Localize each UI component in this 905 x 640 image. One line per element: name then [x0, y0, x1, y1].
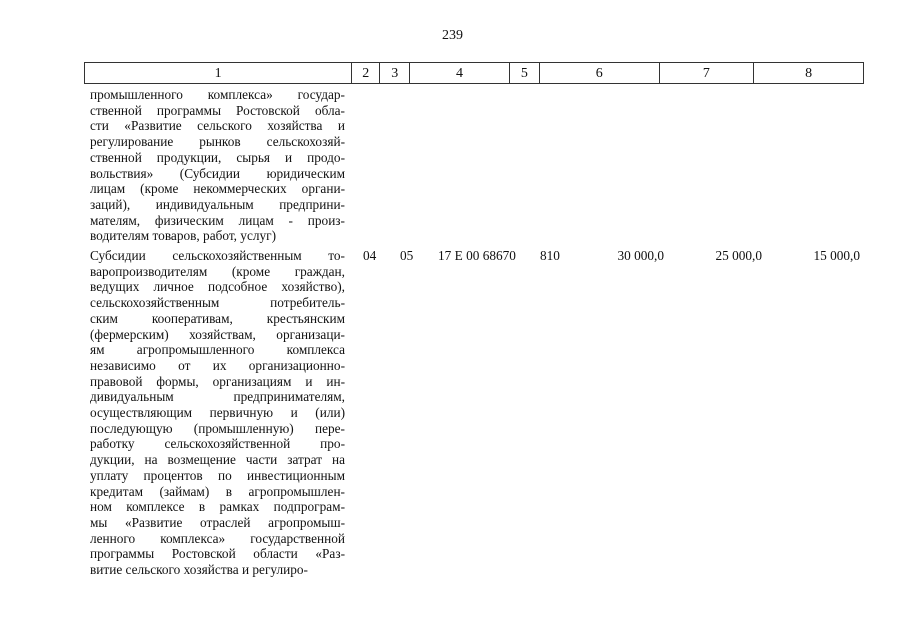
- text-line: уплату процентов по инвестиционным: [90, 467, 345, 483]
- text-line: ном комплексе в рамках подпрограм-: [90, 499, 345, 515]
- text-line: сельскохозяйственным потребитель-: [90, 295, 345, 311]
- text-line: лицам (кроме некоммерческих органи-: [90, 181, 345, 197]
- column-header-3: 3: [380, 63, 410, 83]
- text-line: промышленного комплекса» государ-: [90, 87, 345, 102]
- text-line: ведущих личное подсобное хозяйство),: [90, 279, 345, 295]
- text-line: (фермерским) хозяйствам, организаци-: [90, 326, 345, 342]
- text-line: витие сельского хозяйства и регулиро-: [90, 562, 308, 578]
- text-line: ственной продукции, сырья и продо-: [90, 149, 345, 165]
- text-line: независимо от их организационно-: [90, 357, 345, 373]
- text-line: ям агропромышленного комплекса: [90, 342, 345, 358]
- text-line: Субсидии сельскохозяйственным то-: [90, 248, 345, 263]
- row-2-target-article-code: 17 Е 00 68670: [438, 248, 516, 263]
- row-2-description: [90, 248, 345, 578]
- text-line: ственной программы Ростовской обла-: [90, 102, 345, 118]
- text-line: ленного комплекса» государственной: [90, 530, 345, 546]
- text-line: водителям товаров, работ, услуг): [90, 228, 277, 244]
- row-2-section-code: 04: [363, 248, 377, 263]
- row-2-subsection-code: 05: [400, 248, 414, 263]
- text-line: мателям, физическим лицам - произ-: [90, 212, 345, 228]
- table-header: [84, 62, 864, 84]
- column-header-8: 8: [805, 66, 813, 81]
- text-line: работку сельскохозяйственной про-: [90, 436, 345, 452]
- row-2-expense-type-code: 810: [540, 248, 560, 263]
- row-2-amount-col8: 15 000,0: [813, 248, 860, 263]
- column-header-1: 1: [85, 63, 352, 83]
- column-header-5: 5: [510, 63, 540, 83]
- text-line: вольствия» (Субсидии юридическим: [90, 165, 345, 181]
- page-number: 239: [442, 28, 463, 43]
- column-header-6: 6: [540, 63, 660, 83]
- text-line: правовой формы, организациям и ин-: [90, 373, 345, 389]
- text-line: заций), индивидуальным предприни-: [90, 196, 345, 212]
- text-line: программы Ростовской области «Раз-: [90, 546, 345, 562]
- column-header-2: 2: [352, 63, 380, 83]
- text-line: сти «Развитие сельского хозяйства и: [90, 118, 345, 134]
- text-line: ским кооперативам, крестьянским: [90, 310, 345, 326]
- column-header-4: 4: [410, 63, 510, 83]
- row-1-description: [90, 87, 345, 244]
- text-line: осуществляющим первичную и (или): [90, 405, 345, 421]
- text-line: дукции, на возмещение части затрат на: [90, 452, 345, 468]
- row-2-amount-col6: 30 000,0: [617, 248, 664, 263]
- text-line: регулирование рынков сельскохозяй-: [90, 134, 345, 150]
- text-line: варопроизводителям (кроме граждан,: [90, 263, 345, 279]
- text-line: последующую (промышленную) пере-: [90, 420, 345, 436]
- row-2-amount-col7: 25 000,0: [715, 248, 762, 263]
- column-header-7: 7: [660, 63, 755, 83]
- text-line: дивидуальным предпринимателям,: [90, 389, 345, 405]
- text-line: мы «Развитие отраслей агропромыш-: [90, 514, 345, 530]
- text-line: кредитам (займам) в агропромышлен-: [90, 483, 345, 499]
